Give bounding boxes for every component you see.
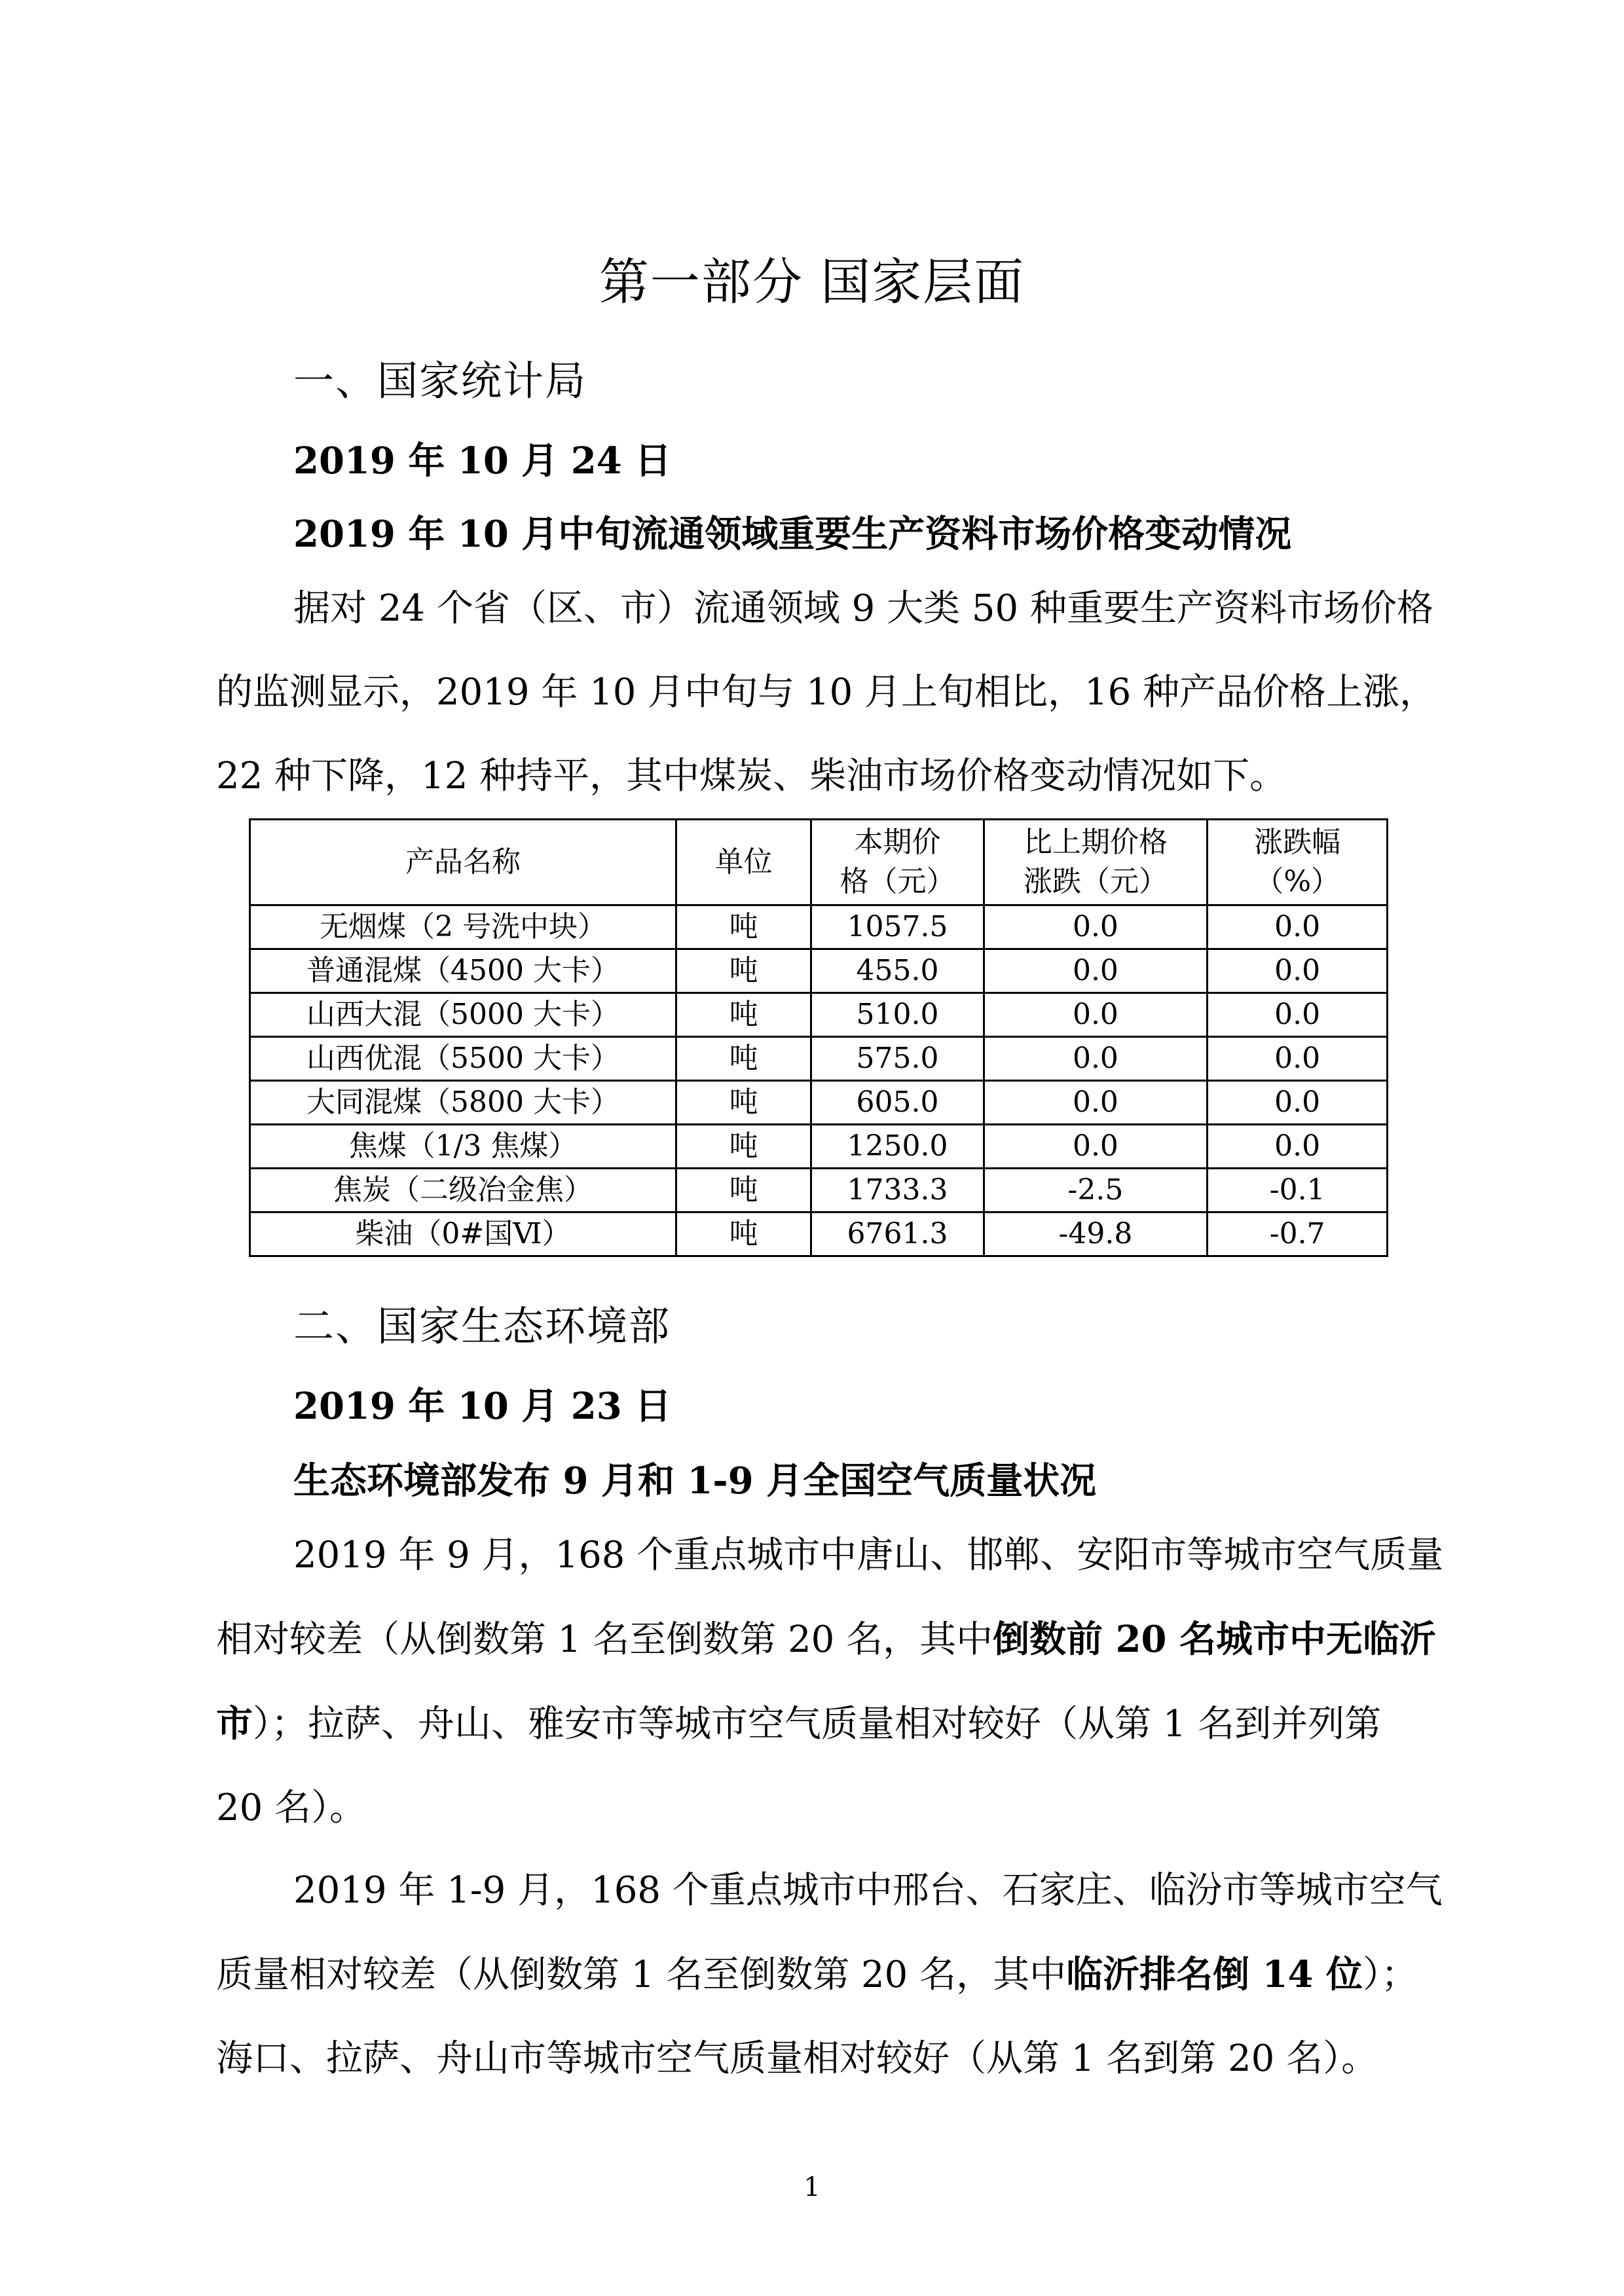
paragraph-line xyxy=(139,1597,1437,1682)
cell-product-name: 焦炭（二级冶金焦） xyxy=(250,1169,676,1212)
cell-price: 575.0 xyxy=(811,1037,984,1081)
price-table xyxy=(249,818,1388,1257)
text-run: ）； xyxy=(1363,1954,1418,1996)
paragraph-line xyxy=(139,1682,1414,1766)
table-row xyxy=(250,949,1388,993)
section-date: 2019 年 10 月 24 日 xyxy=(293,439,672,483)
text-run: 质量相对较差（从倒数第 1 名至倒数第 20 名，其中 xyxy=(216,1954,1067,1996)
cell-percent: -0.1 xyxy=(1208,1169,1388,1212)
header-change-percent-line2: （%） xyxy=(1255,865,1340,898)
paragraph-line: 2019 年 9 月，168 个重点城市中唐山、邯郸、安阳市等城市空气质量 xyxy=(293,1534,1444,1576)
cell-percent: 0.0 xyxy=(1208,949,1388,993)
cell-change: 0.0 xyxy=(984,905,1208,949)
header-current-price-line2: 格（元） xyxy=(840,865,955,898)
cell-price: 510.0 xyxy=(811,993,984,1037)
cell-unit: 吨 xyxy=(676,993,811,1037)
cell-change: 0.0 xyxy=(984,949,1208,993)
cell-price: 1250.0 xyxy=(811,1125,984,1169)
section-subtitle: 生态环境部发布 9 月和 1-9 月全国空气质量状况 xyxy=(293,1459,1097,1503)
cell-product-name: 山西优混（5500 大卡） xyxy=(250,1037,676,1081)
table-row xyxy=(250,1081,1388,1125)
section-heading-ecology-ministry: 二、国家生态环境部 xyxy=(293,1302,671,1350)
header-current-price-line1: 本期价 xyxy=(854,826,941,859)
section-heading-stats-bureau: 一、国家统计局 xyxy=(293,357,587,405)
cell-unit: 吨 xyxy=(676,1169,811,1212)
header-price-change xyxy=(984,820,1208,905)
table-row xyxy=(250,1125,1388,1169)
cell-change: -2.5 xyxy=(984,1169,1208,1212)
page-title: 第一部分 国家层面 xyxy=(599,253,1025,311)
cell-price: 605.0 xyxy=(811,1081,984,1125)
paragraph-price-monitoring xyxy=(216,567,1437,818)
cell-unit: 吨 xyxy=(676,1081,811,1125)
header-price-change-line2: 涨跌（元） xyxy=(1023,865,1168,898)
cell-percent: 0.0 xyxy=(1208,905,1388,949)
paragraph-line: 22 种下降，12 种持平，其中煤炭、柴油市场价格变动情况如下。 xyxy=(216,755,1287,797)
highlight-text: 市 xyxy=(216,1702,253,1745)
highlight-text: 临沂排名倒 14 位 xyxy=(1066,1953,1363,1996)
cell-percent: -0.7 xyxy=(1208,1212,1388,1256)
table-header-row xyxy=(250,820,1388,905)
cell-change: 0.0 xyxy=(984,1125,1208,1169)
cell-price: 6761.3 xyxy=(811,1212,984,1256)
cell-percent: 0.0 xyxy=(1208,1125,1388,1169)
section-date: 2019 年 10 月 23 日 xyxy=(293,1385,672,1428)
paragraph-september-air-quality xyxy=(216,1514,1444,1850)
text-run: ）；拉萨、舟山、雅安市等城市空气质量相对较好（从第 1 名到并列第 xyxy=(253,1703,1382,1745)
cell-product-name: 大同混煤（5800 大卡） xyxy=(250,1081,676,1125)
header-unit: 单位 xyxy=(676,820,811,905)
cell-unit: 吨 xyxy=(676,949,811,993)
cell-change: 0.0 xyxy=(984,1037,1208,1081)
cell-unit: 吨 xyxy=(676,1212,811,1256)
header-current-price xyxy=(811,820,984,905)
page-number: 1 xyxy=(803,2172,821,2202)
cell-product-name: 山西大混（5000 大卡） xyxy=(250,993,676,1037)
cell-product-name: 焦煤（1/3 焦煤） xyxy=(250,1125,676,1169)
paragraph-line: 海口、拉萨、舟山市等城市空气质量相对较好（从第 1 名到第 20 名）。 xyxy=(216,2037,1378,2080)
paragraph-jan-sep-air-quality xyxy=(216,1849,1443,2101)
cell-product-name: 无烟煤（2 号洗中块） xyxy=(250,905,676,949)
table-row xyxy=(250,1037,1388,1081)
cell-percent: 0.0 xyxy=(1208,1081,1388,1125)
paragraph-line: 20 名）。 xyxy=(216,1787,367,1829)
cell-price: 455.0 xyxy=(811,949,984,993)
table-row xyxy=(250,1169,1388,1212)
text-run: 相对较差（从倒数第 1 名至倒数第 20 名，其中 xyxy=(216,1618,993,1661)
cell-product-name: 柴油（0#国Ⅵ） xyxy=(250,1212,676,1256)
cell-unit: 吨 xyxy=(676,1125,811,1169)
cell-price: 1733.3 xyxy=(811,1169,984,1212)
section-subtitle: 2019 年 10 月中旬流通领域重要生产资料市场价格变动情况 xyxy=(293,513,1292,556)
table-row xyxy=(250,993,1388,1037)
cell-price: 1057.5 xyxy=(811,905,984,949)
cell-change: 0.0 xyxy=(984,993,1208,1037)
cell-unit: 吨 xyxy=(676,1037,811,1081)
cell-unit: 吨 xyxy=(676,905,811,949)
paragraph-line: 据对 24 个省（区、市）流通领域 9 大类 50 种重要生产资料市场价格 xyxy=(293,587,1433,630)
table-row xyxy=(250,1212,1388,1256)
header-product-name: 产品名称 xyxy=(250,820,676,905)
paragraph-line xyxy=(139,1933,1418,2017)
cell-percent: 0.0 xyxy=(1208,1037,1388,1081)
header-change-percent-line1: 涨跌幅 xyxy=(1254,826,1341,859)
header-price-change-line1: 比上期价格 xyxy=(1023,826,1168,859)
highlight-text: 倒数前 20 名城市中无临沂 xyxy=(993,1618,1437,1661)
cell-percent: 0.0 xyxy=(1208,993,1388,1037)
table-row xyxy=(250,905,1388,949)
cell-change: 0.0 xyxy=(984,1081,1208,1125)
cell-change: -49.8 xyxy=(984,1212,1208,1256)
paragraph-line: 的监测显示，2019 年 10 月中旬与 10 月上旬相比，16 种产品价格上涨， xyxy=(216,671,1437,714)
header-change-percent xyxy=(1208,820,1388,905)
cell-product-name: 普通混煤（4500 大卡） xyxy=(250,949,676,993)
paragraph-line: 2019 年 1-9 月，168 个重点城市中邢台、石家庄、临汾市等城市空气 xyxy=(293,1869,1443,1912)
